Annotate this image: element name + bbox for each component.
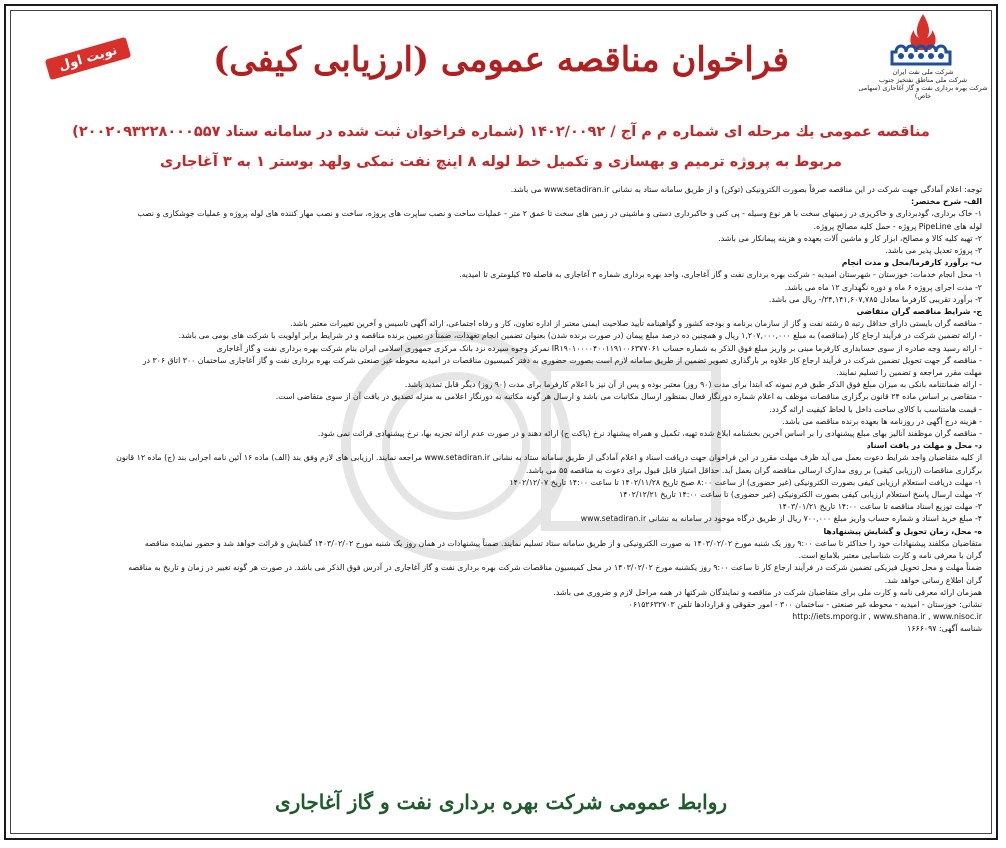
page-title: فراخوان مناقصه عمومی (ارزیابی کیفی) (213, 40, 789, 80)
body-line: ۱- خاک برداری، گودبرداری و خاکریزی در زمینهای سخت با هر نوع وسیله - پی کنی و خاکبرداری دستی و ماشینی در زمین های سخت تا عمق ۲ متر - عملیات ساخت و نصب ساپرت های پروژه، ساخت و نصب مهار کننده های لوله پروژه و عملیات جوشکاری و نصب (137, 209, 982, 219)
section-heading: د- محل و مهلت در یافت اسناد (866, 441, 982, 451)
section-heading: ب- برآورد کارفرما/محل و مدت انجام (841, 258, 982, 268)
body-line: ۲- مدت اجرای پروژه ۶ ماه و دوره نگهداری ۱۲ ماه می باشد. (784, 282, 982, 292)
project-subtitle: مربوط به پروژه ترمیم و بهسازی و تکمیل خط لوله ۸ اینچ نفت نمکی ولهد بوستر ۱ به ۳ آغاجاری (159, 154, 843, 170)
body-line: گران با معرفی نامه و کارت شناسایی معتبر بلامانع است. (798, 551, 982, 561)
body-line: - مناقصه گران بایستی دارای حداقل رتبه ۵ رشته نفت و گاز از سازمان برنامه و بودجه کشور و گواهینامه تأیید صلاحیت ایمنی معتبر از اداره تعاون، کار و رفاه اجتماعی، ارائه آگهی تاسیس و آخرین تغییرات معتبر باشد. (290, 319, 982, 329)
deadline-line: ۲- مهلت ارسال پاسخ استعلام ارزیابی کیفی بصورت الکترونیکی (غیر حضوری) تا ساعت ۱۴:۰۰ تاریخ ۱۴۰۲/۱۲/۲۱ (619, 490, 982, 500)
ad-id-line: شناسه آگهی: ۱۶۶۶۰۹۷ (907, 624, 982, 634)
body-line: برگزاری مناقصات (ارزیابی کیفی) بر روی مدارک ارسالی مناقصه گران بعمل آید. حداقل امتیاز قابل قبول برای دعوت به مناقصه ۵۵ می باشد. (525, 465, 982, 475)
body-line: توجه: اعلام آمادگی جهت شرکت در این مناقصه صرفاً بصورت الکترونیکی (توکن) و از طریق سامانه ستاد به نشانی www.setadiran.ir می باشد. (510, 185, 982, 194)
body-line: ضمناً مهلت و محل تحویل فیزیکی تضمین شرکت در فرآیند ارجاع کار تا ساعت ۹:۰۰ روز یکشنبه مورخ ۱۴۰۳/۰۲/۰۲ در محل کمیسیون مناقصات شرکت بهره برداری نفت و گاز آغاجاری در آدرس فوق الذکر می باشد. در صورت هر گونه تغییر در زمان و تاریخ به مناقصه (128, 563, 982, 573)
body-line: از کلیه متقاضیان واجد شرایط دعوت بعمل می آید ظرف مهلت مقرر در این فراخوان جهت دریافت اسناد و اعلام آمادگی از طریق سامانه ستاد به نشانی www.setadiran.ir مراجعه نمایند. ارزیابی های لازم وفق بند (الف) ماده ۱۶ آئین نامه اجرایی بند (ج) ماده ۱۲ قانون (116, 453, 982, 463)
body-line: - ارائه رسید وجه صادره از سوی حسابداری کارفرما مبنی بر واریز مبلغ فوق الذکر به شماره حساب IR۱۹۰۱۰۰۰۰۴۰۰۱۱۹۱۰۰۶۳۷۷۰۶۱ نمرکز وجوه سپرده نزد بانک مرکزی جمهوری اسلامی ایران بنام شرکت بهره برداری نفت و گاز آغاجاری (216, 343, 982, 353)
body-line: ۱- محل انجام خدمات: خوزستان - شهرستان امیدیه - شرکت بهره برداری نفت و گاز آغاجاری، واحد بهره برداری شماره ۳ آغاجاری به فاصله ۲۵ کیلومتری تا امیدیه. (459, 270, 982, 280)
logo-caption-1: شرکت ملی نفت ایران (892, 68, 954, 76)
body-line: - ارائه تضمین شرکت در فرآیند ارجاع کار (مناقصه) به مبلغ ۱,۲۰۷,۰۰۰,۰۰۰ ریال و همچنین ده درصد مبلغ پیمان (در صورت برنده شدن) بعنوان تضمین انجام تعهدات، ضمناً در تعیین برنده مناقصه و در شرایط برابر اولویت با شرکت های بومی می باشد. (178, 331, 982, 341)
body-line: همزمان ارائه معرفی نامه و کارت ملی برای متقاضیان شرکت در مناقصه و نمایندگان شرکتها در همه مراحل لازم و ضروری می باشد. (553, 587, 982, 597)
deadline-line: ۴- مبلغ خرید اسناد و شماره حساب واریز مبلغ ۷۰۰,۰۰۰ ریال از طریق درگاه موجود در سامانه به نشانی www.setadiran.ir (580, 514, 982, 524)
company-logo (858, 12, 988, 112)
tender-number-subtitle: مناقصه عمومی يك مرحله ای شماره م م آج / ۱۴۰۲/۰۰۹۲ (شماره فراخوان ثبت شده در سامانه ستاد ۲۰۰۲۰۹۳۲۲۸۰۰۰۵۵۷) (72, 124, 930, 140)
body-line: - مناقصه گر جهت تحویل تضمین شرکت در فرآیند ارجاع کار علاوه بر بارگذاری تصویر تضمین از طریق سامانه لازم است بصورت حضوری به دفتر کمیسیون مناقصات در امیدیه محوطه غیر صنعتی شرکت بهره برداری نفت و گاز آغاجاری ساختمان ۳۰۰ اتاق ۳۰۶ در (142, 355, 982, 365)
deadline-line: ۱- مهلت دریافت استعلام ارزیابی کیفی بصورت الکترونیکی (غیر حضوری) از ساعت ۸:۰۰ صبح تاریخ ۱۴۰۲/۱۱/۲۸ تا ساعت ۱۴:۰۰ تاریخ ۱۴۰۲/۱۲/۰۷ (509, 477, 982, 487)
body-line: متقاضیان مکلفند پیشنهادات خود را حداکثر تا ساعت ۹:۰۰ روز یک شنبه مورخ ۱۴۰۳/۰۲/۰۲ به صورت الکترونیکی و از طریق سامانه ستاد تسلیم نمایند. ضمناً پیشنهادات در همان روز یک شنبه مورخ ۱۴۰۳/۰۲/۰۲ گشایش و قرائت خواهد شد و حضور نماینده مناقصه (144, 538, 982, 548)
body-line: - هزینه درج آگهی در روزنامه ها بعهده برنده مناقصه می باشد. (782, 416, 982, 426)
body-line: ۳- پروژه تعدیل پذیر می باشد. (885, 246, 982, 256)
body-line: ۳- برآورد تقریبی کارفرما معادل ۲۴,۱۴۱,۶۰۷,۷۸۵/- ریال می باشد. (768, 294, 982, 304)
deadline-line: ۳- مهلت توزیع اسناد مناقصه تا ساعت ۱۴:۰۰ تاریخ ۱۴۰۳/۰۱/۲۱ (778, 502, 982, 512)
body-line: لوله های PipeLine پروژه - حمل کلیه مصالح پروژه. (813, 221, 982, 231)
section-heading: ه- محل، زمان تحویل و گشایش پیشنهادها (823, 526, 982, 536)
body-line: گران اطلاع رسانی خواهد شد. (884, 575, 982, 585)
first-round-badge: نوبت اول (45, 37, 132, 80)
notice-body (20, 184, 982, 636)
websites-line: http://iets.mporg.ir , www.shana.ir , www.nisoc.ir (792, 612, 982, 622)
body-line: - قیمت هامتناسب با کالای ساخت داخل با لحاظ کیفیت ارائه گردد. (769, 404, 982, 414)
notice-frame (4, 4, 998, 840)
section-heading: الف- شرح مختصر: (911, 197, 982, 207)
address-line: نشانی: خوزستان - امیدیه - محوطه غیر صنعتی - ساختمان ۳۰۰ - امور حقوقی و قراردادها تلفن ۰۶۱۵۲۶۳۲۷۰۳ (628, 599, 982, 609)
section-heading: ج- شرایط مناقصه گران متقاضی (856, 307, 982, 317)
body-line: ۲- تهیه کلیه کالا و مصالح، ابزار کار و ماشین آلات بعهده و هزینه پیمانکار می باشد. (718, 233, 982, 243)
body-line: - متقاضی بر اساس ماده ۲۴ قانون برگزاری مناقصات موظف به اعلام شماره دورنگار فعال بمنظور ارسال مکاتبات می باشد و ارسال هر گونه مکاتبه به دورنگار اعلامی به منزله تصدیق در یافت آن از سوی متقاضی است. (275, 392, 982, 402)
body-line: مهلت مقرر مراجعه و تضمین را تسلیم نمایند. (836, 368, 982, 378)
logo-caption-3: شرکت بهره برداری نفت و گاز آغاجاری (سهامی خاص) (858, 84, 988, 100)
public-relations-signature: روابط عمومی شرکت بهره برداری نفت و گاز آغاجاری (274, 790, 728, 814)
body-line: - ارائه ضمانتنامه بانکی به میزان مبلغ فوق الذکر طبق فرم نمونه که ابتدا برای مدت (۹۰ روز) معتبر بوده و پس از آن نیز با اعلام کارفرما برای مدت (۹۰ روز) دیگر قابل تمدید باشد. (404, 380, 982, 390)
logo-caption-2: شرکت ملی مناطق نفتخیز جنوب (878, 76, 968, 84)
body-line: - مناقصه گران موظفند آنالیز بهای مبلغ پیشنهادی را بر اساس آخرین بخشنامه ابلاغ شده تهیه، تکمیل و همراه پیشنهاد نرخ (پاکت ج) ارائه دهند و در صورت عدم ارائه تجزیه بها، نرخ پیشنهادی قرائت نمی شود. (317, 429, 982, 439)
nioc-flame-logo-icon (886, 12, 960, 68)
